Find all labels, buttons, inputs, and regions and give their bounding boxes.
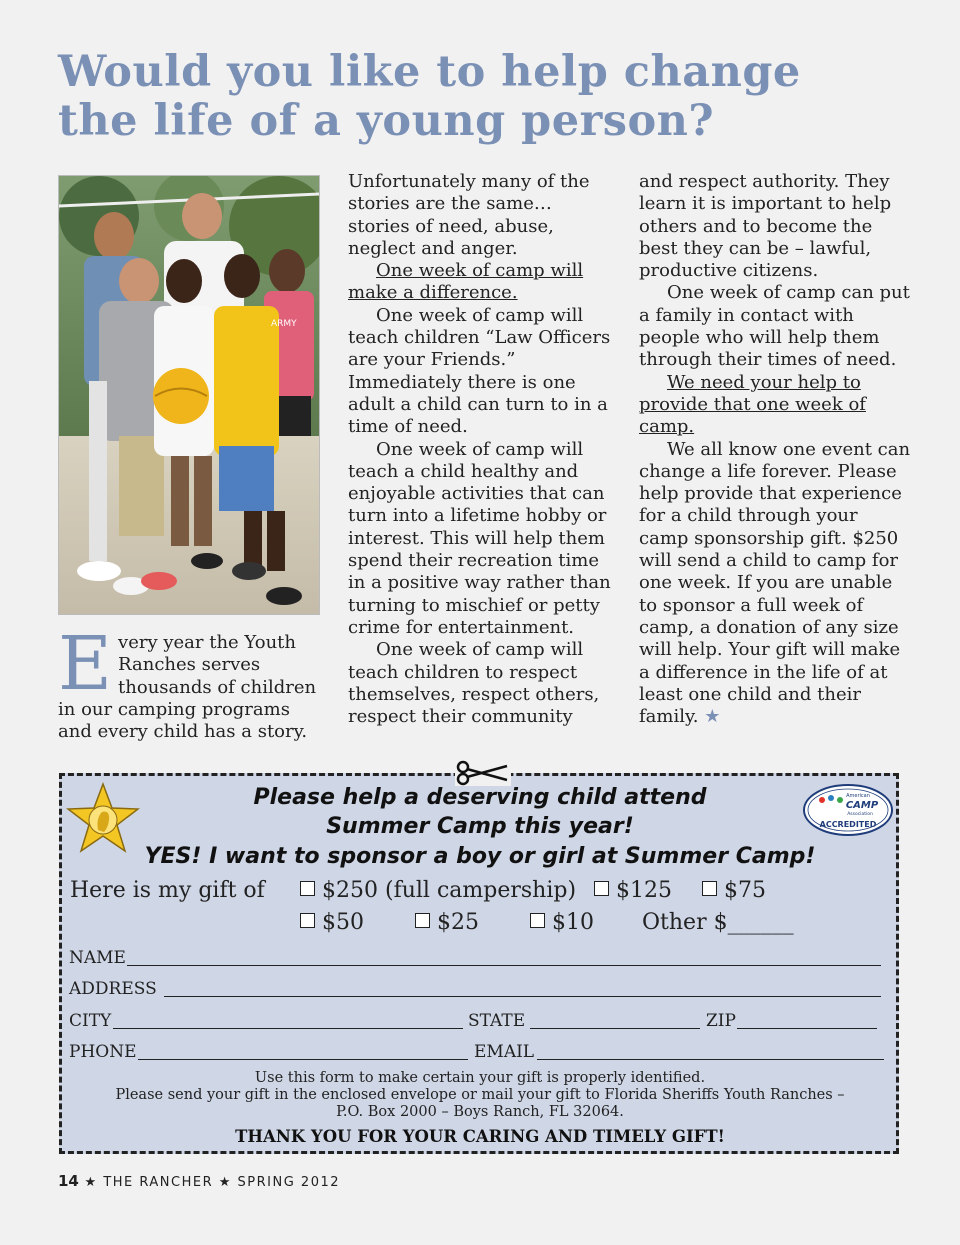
form-note-1: Use this form to make certain your gift is properly identified. <box>254 1070 706 1086</box>
publication-name: THE RANCHER <box>103 1175 214 1190</box>
need-help-emphasis: We need your help to provide that one week of camp. <box>639 371 866 438</box>
option-75-label: $75 <box>724 878 766 903</box>
gift-text: We all know one event can change a life forever. Please help provide that experience for a child through your camp sponsorship gift. $250 will send a child to camp for one week. If you are unable to sponsor a full week of camp, a donation of any size will help. Your gift will make a difference in the life of at least one child and their family. <box>639 438 911 728</box>
option-other[interactable]: Other $______ <box>642 910 794 935</box>
intro-text: very year the Youth Ranches serves thousands of children in our camping programs and every child has a story. <box>58 632 317 743</box>
aca-assoc-text: Association <box>847 812 873 817</box>
form-note-3: P.O. Box 2000 – Boys Ranch, FL 32064. <box>336 1104 624 1120</box>
paragraph-need-help <box>639 372 911 439</box>
name-label: NAME <box>69 948 126 968</box>
footer-star-icon: ★ <box>84 1175 98 1190</box>
headline-line-2: the life of a young person? <box>58 96 715 146</box>
intro-paragraph <box>58 621 326 743</box>
address-field[interactable] <box>164 996 881 997</box>
checkbox-25[interactable] <box>415 913 430 928</box>
camp-photo <box>58 175 320 615</box>
option-75[interactable] <box>702 878 766 904</box>
checkbox-125[interactable] <box>594 881 609 896</box>
aca-top-text: American <box>846 793 870 799</box>
paragraph-respect: One week of camp will teach children to respect themselves, respect others, respect their community <box>348 639 600 728</box>
paragraph-law-officers: One week of camp will teach children “Law Officers are your Friends.” Immediately there is one adult a child can turn to in a time of need. <box>348 304 611 438</box>
email-label: EMAIL <box>474 1042 535 1062</box>
option-125[interactable] <box>594 878 672 904</box>
city-label: CITY <box>69 1011 112 1031</box>
drop-cap: E <box>58 621 113 707</box>
option-125-label: $125 <box>616 878 672 903</box>
option-250-label: $250 (full campership) <box>322 878 577 903</box>
checkbox-75[interactable] <box>702 881 717 896</box>
coupon-heading-1: Please help a deserving child attend <box>253 785 707 810</box>
option-10-label: $10 <box>552 910 594 935</box>
footer-star-icon-2: ★ <box>218 1175 232 1190</box>
shirt-text: ARMY <box>271 319 297 329</box>
difference-emphasis: One week of camp will make a difference. <box>348 260 584 304</box>
thank-you-line: THANK YOU FOR YOUR CARING AND TIMELY GIFT! <box>235 1127 725 1146</box>
paragraph-authority: and respect authority. They learn it is important to help others and to become the best they can be – lawful, productive citizens. <box>639 171 892 282</box>
paragraph-activities: One week of camp will teach a child healthy and enjoyable activities that can turn into a lifetime hobby or interest. This will help them spend their recreation time in a positive way rather than turning to mischief or petty crime for entertainment. <box>348 438 611 638</box>
end-star-icon: ★ <box>704 706 721 728</box>
city-field[interactable] <box>113 1028 463 1029</box>
checkbox-50[interactable] <box>300 913 315 928</box>
state-field[interactable] <box>530 1028 700 1029</box>
zip-field[interactable] <box>737 1028 877 1029</box>
gift-label: Here is my gift of <box>70 878 265 903</box>
option-25-label: $25 <box>437 910 479 935</box>
option-250[interactable] <box>300 878 576 904</box>
coupon-heading-2: Summer Camp this year! <box>326 814 634 839</box>
option-50-label: $50 <box>322 910 364 935</box>
option-10[interactable] <box>530 910 594 936</box>
form-note-2: Please send your gift in the enclosed envelope or mail your gift to Florida Sheriffs Youth Ranches – <box>115 1087 845 1103</box>
coupon-heading-3: YES! I want to sponsor a boy or girl at Summer Camp! <box>144 844 816 869</box>
headline-line-1: Would you like to help change <box>58 47 801 97</box>
paragraph-difference <box>348 260 618 305</box>
option-25[interactable] <box>415 910 479 936</box>
headline <box>58 48 918 146</box>
phone-field[interactable] <box>138 1059 468 1060</box>
campers-illustration <box>59 176 319 614</box>
article-column-1 <box>58 621 326 743</box>
paragraph-gift <box>639 439 911 729</box>
page-number: 14 <box>58 1172 79 1190</box>
name-field[interactable] <box>127 965 881 966</box>
paragraph-stories: Unfortunately many of the stories are the same… stories of need, abuse, neglect and anger. <box>348 171 590 259</box>
article-column-3 <box>639 171 911 728</box>
page-footer <box>58 1172 340 1190</box>
option-50[interactable] <box>300 910 364 936</box>
address-label: ADDRESS <box>69 979 157 999</box>
aca-bottom-text: ACCREDITED <box>819 820 877 829</box>
checkbox-250[interactable] <box>300 881 315 896</box>
checkbox-10[interactable] <box>530 913 545 928</box>
issue-label: SPRING 2012 <box>237 1175 341 1190</box>
email-field[interactable] <box>537 1059 884 1060</box>
aca-mid-text: CAMP <box>845 800 879 811</box>
zip-label: ZIP <box>706 1011 736 1031</box>
phone-label: PHONE <box>69 1042 137 1062</box>
paragraph-family: One week of camp can put a family in contact with people who will help them through their times of need. <box>639 282 910 371</box>
article-column-2 <box>348 171 618 728</box>
state-label: STATE <box>468 1011 526 1031</box>
